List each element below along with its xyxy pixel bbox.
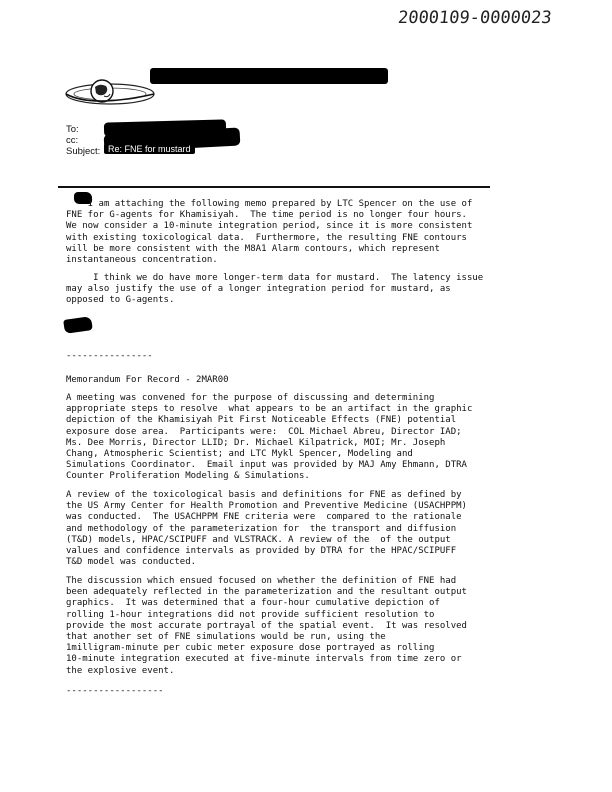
email-paragraph-2: I think we do have more longer-term data for mustard. The latency issue may also justify the use of a longer integration period for mustard, as opposed to G-agents.	[66, 273, 484, 306]
redaction-mark-signature	[63, 316, 93, 334]
subject-value: Re: FNE for mustard	[104, 144, 195, 154]
cc-label: cc:	[66, 135, 79, 146]
memo-paragraph-3: The discussion which ensued focused on whether the definition of FNE had been adequately reflected in the parameterization and the resultant output graphics. It was determined that a four-hour cumulative depiction of rolling 1-hour integrations did not provide sufficient resolution to provide the most accurate portrayal of the spatial event. It was resolved that another set of FNE simulations would be run, using the 1milligram-minute per cubic meter exposure dose portrayed as rolling 10-minute integration executed at five-minute intervals from time zero or the explosive event.	[66, 576, 467, 676]
memo-paragraph-1: A meeting was convened for the purpose of discussing and determining appropriate steps to resolve what appears to be an artifact in the graphic depiction of the Khamisiyah Pit First Noticeable Effects (FNE) potential exposure dose area. Participants were: COL Michael Abreu, Director IAD; Ms. Dee Morris, Director LLID; Dr. Michael Kilpatrick, MOI; Mr. Joseph Chang, Atmospheric Scientist; and LTC Mykl Spencer, Modeling and Simulations Coordinator. Email input was provided by MAJ Amy Ehmann, DTRA Counter Proliferation Modeling & Simulations.	[66, 393, 473, 482]
memo-title: Memorandum For Record - 2MAR00	[66, 375, 229, 385]
redaction-bar-sender	[150, 68, 388, 84]
email-paragraph-1: I am attaching the following memo prepared by LTC Spencer on the use of FNE for G-agents for Khamisiyah. The time period is no longer four hours. We now consider a 10-minute integration period, since it is more consistent with existing toxicological data. Furthermore, the resulting FNE contours will be more consistent with the M8A1 Alarm contours, which represent instantaneous concentration.	[66, 199, 473, 266]
agency-logo-icon	[62, 72, 162, 112]
subject-label: Subject:	[66, 146, 101, 157]
memo-paragraph-2: A review of the toxicological basis and definitions for FNE as defined by the US Army Center for Health Promotion and Preventive Medicine (USACHPPM) was conducted. The USACHPPM FNE criteria were compared to the rationale and methodology of the parameterization for the transport and diffusion (T&D) models, HPAC/SCIPUFF and VLSTRACK. A review of the of the output values and confidence intervals as provided by DTRA for the HPAC/SCIPUFF T&D model was conducted.	[66, 490, 467, 568]
header-divider	[58, 186, 490, 188]
memo-separator-top: ----------------	[66, 351, 153, 361]
to-label: To:	[66, 124, 79, 135]
document-id-handwritten: 2000109-0000023	[396, 8, 553, 28]
memo-separator-bottom: ------------------	[66, 686, 164, 696]
